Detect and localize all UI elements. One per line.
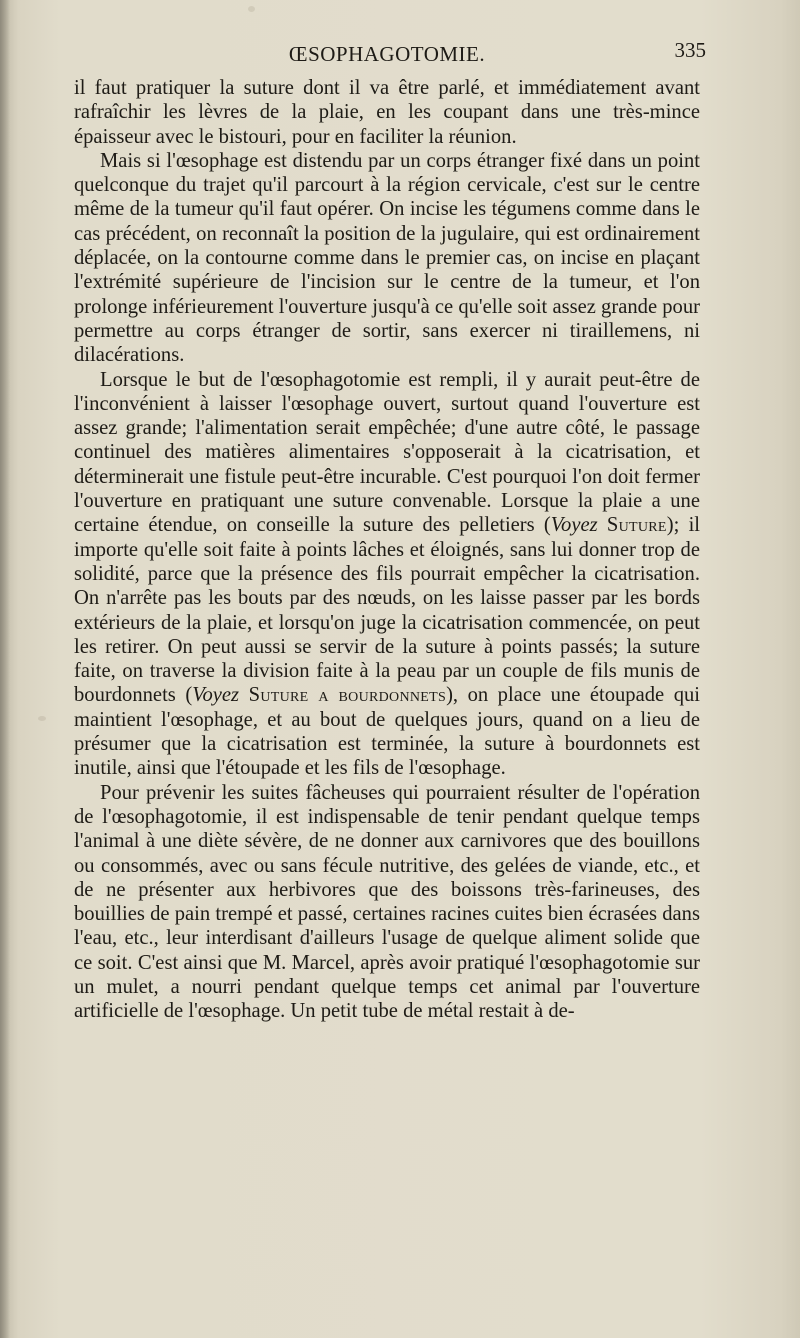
text-run: Pour prévenir les suites fâcheuses qui pourraient résulter de l'opération de l'œsophagotomie, il est indispensable de tenir pendant quelque temps l'animal à une diète sévère, de ne donner aux carnivores que des bouillons ou consommés, avec ou sans fécule nutritive, des gelées de viande, etc., et de ne présenter aux herbivores que des boissons très-farineuses, des bouillies de pain trempé et passé, certaines racines cuites bien écrasées dans l'eau, etc., leur interdisant d'ailleurs l'usage de quelque aliment solide que ce soit. C'est ainsi que M. Marcel, après avoir pratiqué l'œsophagotomie sur un mulet, a nourri pendant quelque temps cet animal par l'ouverture artificielle de l'œsophage. Un petit tube de métal restait à de- — [74, 781, 700, 1023]
text-run: Lorsque le but de l'œsophagotomie est rempli, il y aurait peut-être de l'inconvénient à laisser l'œsophage ouvert, surtout quand l'ouverture est assez grande; l'alimentation serait empêchée; d'une autre côté, le passage continuel des matières alimentaires s'opposerait à la cicatrisation, et déterminerait une fistule peut-être incurable. C'est pourquoi l'on doit fermer l'ouverture en pratiquant une suture convenable. Lorsque la plaie a une certaine étendue, on conseille la suture des pelletiers ( — [74, 368, 700, 537]
small-caps-reference: Suture a bourdonnets — [248, 684, 447, 707]
text-run: Mais si l'œsophage est distendu par un corps étranger fixé dans un point quelconque du trajet qu'il parcourt à la région cervicale, c'est sur le centre même de la tumeur qu'il faut opérer. On incise les tégumens comme dans le cas précédent, on reconnaît la position de la jugulaire, qui est ordinairement déplacée, on la contourne comme dans le premier cas, on incise en plaçant l'extrémité supérieure de l'incision sur le centre de la tumeur, et l'on prolonge inférieurement l'ouverture jusqu'à ce qu'elle soit assez grande pour permettre au corps étranger de sortir, sans exercer ni tiraillemens, ni dilacérations. — [74, 149, 700, 367]
running-title: ŒSOPHAGOTOMIE. — [288, 42, 486, 66]
ink-speck — [38, 716, 46, 721]
paragraph — [74, 149, 700, 368]
italic-text: Voyez — [192, 684, 240, 707]
running-head — [76, 38, 706, 72]
paragraph — [74, 781, 700, 1024]
italic-text: Voyez — [550, 514, 598, 537]
paragraph — [74, 76, 700, 149]
ink-speck — [248, 6, 255, 12]
binding-shadow — [0, 0, 10, 1338]
body-text — [74, 76, 700, 1024]
page-number: 335 — [674, 38, 706, 62]
text-run: ); il importe qu'elle soit faite à points lâches et éloignés, sans lui donner trop de solidité, parce que la présence des fils pourrait empêcher la cicatrisation. On n'arrête pas les bouts par des nœuds, on les laisse passer par les bords extérieurs de la plaie, et lorsqu'on juge la cicatrisation commencée, on peut les retirer. On peut aussi se servir de la suture à points passés; la suture faite, on traverse la division faite à la peau par un couple de fils munis de bourdonnets ( — [74, 514, 701, 707]
text-run: ), on place une étoupade qui maintient l'œsophage, et au bout de quelques jours, quand on a lieu de présumer que la cicatrisation est terminée, la suture à bourdonnets est inutile, ainsi que l'étoupade et les fils de l'œsophage. — [74, 684, 701, 780]
text-run — [239, 684, 249, 706]
text-run — [598, 514, 607, 536]
small-caps-reference: Suture — [606, 514, 667, 537]
text-run: il faut pratiquer la suture dont il va être parlé, et immédiatement avant rafraîchir les lèvres de la plaie, en les coupant dans une très-mince épaisseur avec le bistouri, pour en faciliter la réunion. — [74, 77, 700, 148]
paragraph — [74, 368, 700, 781]
